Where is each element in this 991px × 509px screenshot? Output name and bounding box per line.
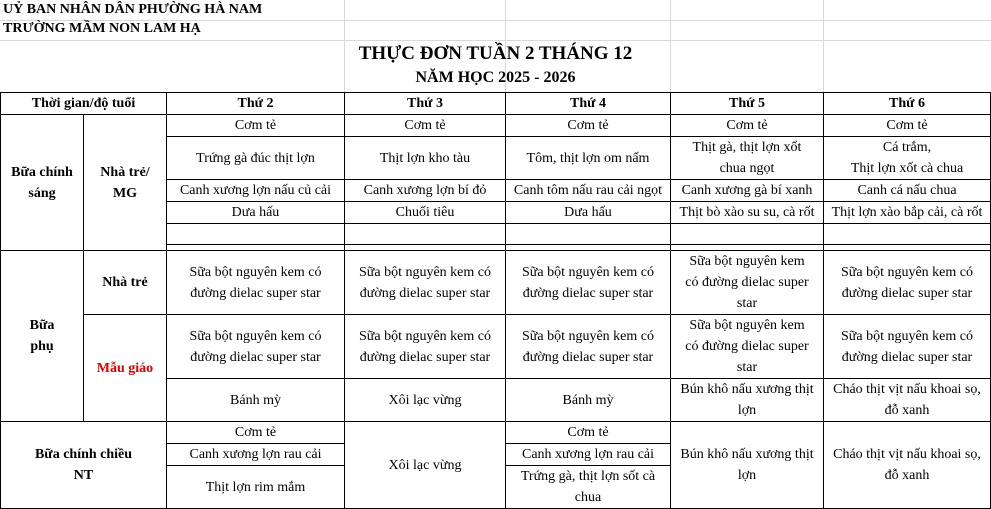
cell-snack-kinder-milk-mon: Sữa bột nguyên kem có đường dielac super star bbox=[167, 315, 345, 379]
cell-empty bbox=[167, 224, 345, 245]
breakfast-rice-row bbox=[1, 115, 991, 137]
org-line-1: UỶ BAN NHÂN DÂN PHƯỜNG HÀ NAM bbox=[3, 2, 263, 17]
cell-breakfast-main-thu: Thịt gà, thịt lợn xốt chua ngọt bbox=[671, 137, 824, 180]
col-day-thu: Thứ 5 bbox=[671, 93, 824, 115]
cell-snack-nursery-mon: Sữa bột nguyên kem có đường dielac super star bbox=[167, 251, 345, 315]
cell-breakfast-main-mon: Trứng gà đúc thịt lợn bbox=[167, 137, 345, 180]
cell-breakfast-extra-fri: Thịt lợn xào bắp cải, cà rốt bbox=[824, 202, 991, 224]
cell-breakfast-main-fri: Cá trắm, Thịt lợn xốt cà chua bbox=[824, 137, 991, 180]
breakfast-group-label: Nhà trẻ/ MG bbox=[84, 115, 167, 251]
cell-breakfast-rice-mon: Cơm tẻ bbox=[167, 115, 345, 137]
cell-lunch-fri: Cháo thịt vịt nấu khoai sọ, đỗ xanh bbox=[824, 422, 991, 509]
cell-snack-nursery-wed: Sữa bột nguyên kem có đường dielac super star bbox=[506, 251, 671, 315]
cell-snack-kinder-milk-fri: Sữa bột nguyên kem có đường dielac super star bbox=[824, 315, 991, 379]
cell-lunch-wed-main: Trứng gà, thịt lợn sốt cà chua bbox=[506, 466, 671, 509]
cell-lunch-mon-rice: Cơm tẻ bbox=[167, 422, 345, 444]
cell-snack-nursery-tue: Sữa bột nguyên kem có đường dielac super star bbox=[345, 251, 506, 315]
cell-breakfast-extra-thu: Thịt bò xào su su, cà rốt bbox=[671, 202, 824, 224]
cell-empty bbox=[671, 224, 824, 245]
cell-lunch-thu: Bún khô nấu xương thịt lợn bbox=[671, 422, 824, 509]
school-year: NĂM HỌC 2025 - 2026 bbox=[415, 69, 576, 86]
cell-lunch-mon-main: Thịt lợn rim mắm bbox=[167, 466, 345, 509]
col-day-wed: Thứ 4 bbox=[506, 93, 671, 115]
cell-breakfast-main-wed: Tôm, thịt lợn om nấm bbox=[506, 137, 671, 180]
breakfast-label: Bữa chính sáng bbox=[1, 115, 84, 251]
cell-breakfast-soup-tue: Canh xương lợn bí đỏ bbox=[345, 180, 506, 202]
cell-snack-kinder-food-fri: Cháo thịt vịt nấu khoai sọ, đỗ xanh bbox=[824, 379, 991, 422]
col-day-mon: Thứ 2 bbox=[167, 93, 345, 115]
cell-snack-kinder-food-mon: Bánh mỳ bbox=[167, 379, 345, 422]
lunch-row-1 bbox=[1, 422, 991, 444]
cell-snack-nursery-fri: Sữa bột nguyên kem có đường dielac super star bbox=[824, 251, 991, 315]
header-row bbox=[1, 93, 991, 115]
cell-breakfast-soup-wed: Canh tôm nấu rau cải ngọt bbox=[506, 180, 671, 202]
cell-snack-kinder-milk-tue: Sữa bột nguyên kem có đường dielac super star bbox=[345, 315, 506, 379]
cell-lunch-mon-soup: Canh xương lợn rau cải bbox=[167, 444, 345, 466]
cell-empty bbox=[824, 224, 991, 245]
cell-snack-kinder-food-thu: Bún khô nấu xương thịt lợn bbox=[671, 379, 824, 422]
col-day-fri: Thứ 6 bbox=[824, 93, 991, 115]
cell-breakfast-extra-wed: Dưa hấu bbox=[506, 202, 671, 224]
col-time-age: Thời gian/độ tuổi bbox=[1, 93, 167, 115]
lunch-label: Bữa chính chiều NT bbox=[1, 422, 167, 509]
col-day-tue: Thứ 3 bbox=[345, 93, 506, 115]
cell-breakfast-rice-fri: Cơm tẻ bbox=[824, 115, 991, 137]
cell-lunch-tue: Xôi lạc vừng bbox=[345, 422, 506, 509]
cell-snack-nursery-thu: Sữa bột nguyên kem có đường dielac super star bbox=[671, 251, 824, 315]
cell-lunch-wed-rice: Cơm tẻ bbox=[506, 422, 671, 444]
cell-breakfast-soup-thu: Canh xương gà bí xanh bbox=[671, 180, 824, 202]
cell-breakfast-soup-mon: Canh xương lợn nấu củ cải bbox=[167, 180, 345, 202]
cell-breakfast-rice-thu: Cơm tẻ bbox=[671, 115, 824, 137]
cell-breakfast-rice-wed: Cơm tẻ bbox=[506, 115, 671, 137]
cell-breakfast-extra-mon: Dưa hấu bbox=[167, 202, 345, 224]
cell-snack-kinder-food-tue: Xôi lạc vừng bbox=[345, 379, 506, 422]
snack-nursery-row bbox=[1, 251, 991, 315]
snack-label: Bữa phụ bbox=[1, 251, 84, 422]
snack-kinder-label: Mẫu giáo bbox=[84, 315, 167, 422]
gridline bbox=[0, 40, 991, 41]
menu-title: THỰC ĐƠN TUẦN 2 THÁNG 12 bbox=[358, 43, 633, 64]
snack-kinder-milk-row bbox=[1, 315, 991, 379]
cell-breakfast-soup-fri: Canh cá nấu chua bbox=[824, 180, 991, 202]
org-line-2: TRƯỜNG MẦM NON LAM HẠ bbox=[3, 21, 201, 36]
menu-table bbox=[0, 92, 991, 509]
cell-snack-kinder-food-wed: Bánh mỳ bbox=[506, 379, 671, 422]
cell-snack-kinder-milk-wed: Sữa bột nguyên kem có đường dielac super star bbox=[506, 315, 671, 379]
cell-empty bbox=[506, 224, 671, 245]
snack-nursery-label: Nhà trẻ bbox=[84, 251, 167, 315]
cell-empty bbox=[345, 224, 506, 245]
cell-breakfast-extra-tue: Chuối tiêu bbox=[345, 202, 506, 224]
cell-breakfast-rice-tue: Cơm tẻ bbox=[345, 115, 506, 137]
cell-lunch-wed-soup: Canh xương lợn rau cải bbox=[506, 444, 671, 466]
cell-snack-kinder-milk-thu: Sữa bột nguyên kem có đường dielac super star bbox=[671, 315, 824, 379]
cell-breakfast-main-tue: Thịt lợn kho tàu bbox=[345, 137, 506, 180]
